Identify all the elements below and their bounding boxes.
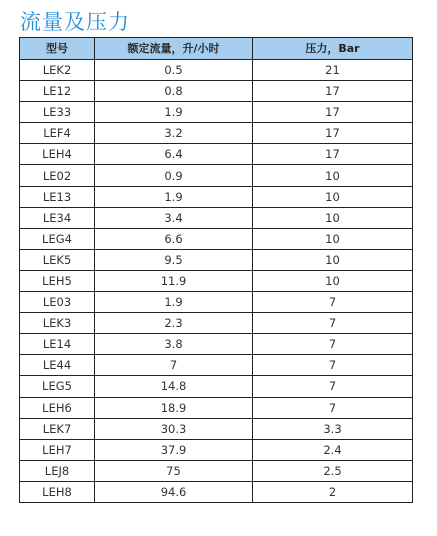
cell-rated-flow: 75 [95,460,253,481]
cell-pressure: 21 [253,60,413,81]
cell-model: LE13 [20,186,95,207]
table-row [20,102,413,123]
cell-model: LE44 [20,355,95,376]
cell-model: LEK7 [20,418,95,439]
cell-pressure: 10 [253,270,413,291]
cell-model: LEH6 [20,397,95,418]
cell-model: LE12 [20,81,95,102]
cell-pressure: 17 [253,123,413,144]
table-header-row [20,38,413,60]
cell-pressure: 17 [253,102,413,123]
cell-pressure: 2.4 [253,439,413,460]
cell-pressure: 10 [253,186,413,207]
cell-model: LEF4 [20,123,95,144]
table-body [20,60,413,503]
cell-model: LEG5 [20,376,95,397]
cell-model: LE34 [20,207,95,228]
table-row [20,249,413,270]
header-rated-flow: 额定流量，升/小时 [95,38,253,60]
cell-model: LEH7 [20,439,95,460]
cell-rated-flow: 3.2 [95,123,253,144]
cell-pressure: 7 [253,313,413,334]
cell-model: LEK5 [20,249,95,270]
cell-pressure: 10 [253,228,413,249]
cell-rated-flow: 1.9 [95,102,253,123]
cell-model: LEJ8 [20,460,95,481]
cell-rated-flow: 0.5 [95,60,253,81]
cell-pressure: 7 [253,376,413,397]
table-row [20,186,413,207]
cell-pressure: 17 [253,144,413,165]
cell-model: LEH4 [20,144,95,165]
cell-model: LEH8 [20,481,95,502]
table-row [20,334,413,355]
table-row [20,460,413,481]
table-row [20,228,413,249]
cell-rated-flow: 37.9 [95,439,253,460]
flow-pressure-table [19,37,413,503]
cell-pressure: 17 [253,81,413,102]
cell-model: LEG4 [20,228,95,249]
table-row [20,270,413,291]
cell-rated-flow: 3.4 [95,207,253,228]
cell-pressure: 2 [253,481,413,502]
cell-rated-flow: 0.8 [95,81,253,102]
table-row [20,397,413,418]
table-row [20,123,413,144]
cell-rated-flow: 18.9 [95,397,253,418]
cell-pressure: 7 [253,334,413,355]
header-pressure: 压力，Bar [253,38,413,60]
table-row [20,418,413,439]
cell-pressure: 10 [253,249,413,270]
cell-rated-flow: 1.9 [95,186,253,207]
cell-model: LEK2 [20,60,95,81]
table-row [20,60,413,81]
cell-rated-flow: 1.9 [95,292,253,313]
table-row [20,376,413,397]
cell-pressure: 10 [253,165,413,186]
cell-rated-flow: 6.6 [95,228,253,249]
cell-model: LE14 [20,334,95,355]
cell-rated-flow: 94.6 [95,481,253,502]
cell-rated-flow: 2.3 [95,313,253,334]
cell-pressure: 3.3 [253,418,413,439]
table-row [20,481,413,502]
cell-model: LEK3 [20,313,95,334]
cell-rated-flow: 11.9 [95,270,253,291]
cell-pressure: 2.5 [253,460,413,481]
cell-pressure: 7 [253,397,413,418]
cell-model: LE33 [20,102,95,123]
cell-model: LE03 [20,292,95,313]
cell-pressure: 10 [253,207,413,228]
table-row [20,292,413,313]
cell-pressure: 7 [253,292,413,313]
cell-rated-flow: 7 [95,355,253,376]
cell-model: LEH5 [20,270,95,291]
table-row [20,355,413,376]
table-row [20,165,413,186]
table-row [20,313,413,334]
table-row [20,144,413,165]
cell-rated-flow: 3.8 [95,334,253,355]
cell-model: LE02 [20,165,95,186]
cell-rated-flow: 0.9 [95,165,253,186]
cell-rated-flow: 9.5 [95,249,253,270]
cell-rated-flow: 30.3 [95,418,253,439]
table-row [20,207,413,228]
cell-rated-flow: 6.4 [95,144,253,165]
table-row [20,81,413,102]
page-title: 流量及压力 [20,10,130,34]
header-model: 型号 [20,38,95,60]
table-row [20,439,413,460]
cell-rated-flow: 14.8 [95,376,253,397]
cell-pressure: 7 [253,355,413,376]
